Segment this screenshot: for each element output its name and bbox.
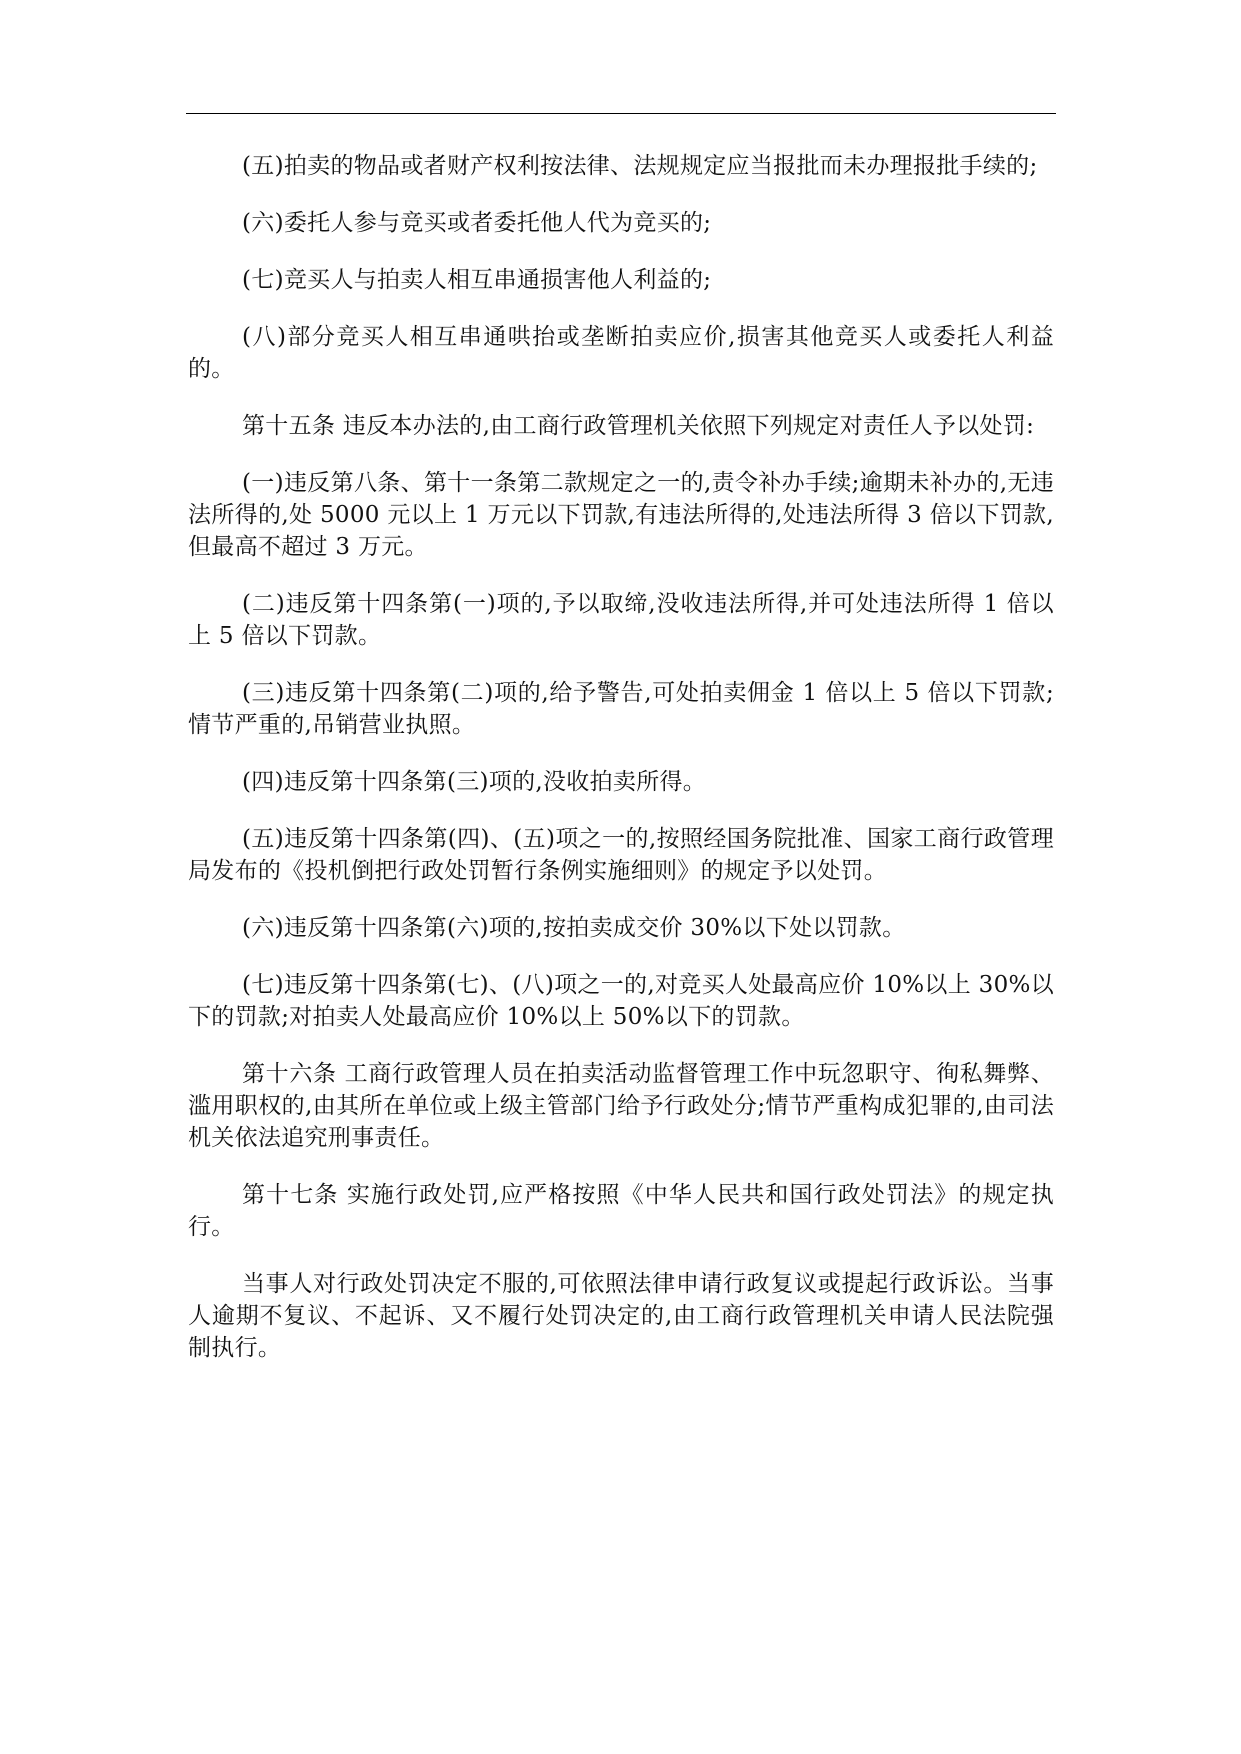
paragraph-item-5: (五)拍卖的物品或者财产权利按法律、法规规定应当报批而未办理报批手续的; bbox=[242, 153, 1038, 179]
article-16: 第十六条 工商行政管理人员在拍卖活动监督管理工作中玩忽职守、徇私舞弊、滥用职权的,由其所在单位或上级主管部门给予行政处分;情节严重构成犯罪的,由司法机关依法追究刑事责任。 bbox=[188, 1061, 1054, 1151]
penalty-item-1: (一)违反第八条、第十一条第二款规定之一的,责令补办手续;逾期未补办的,无违法所得的,处 5000 元以上 1 万元以下罚款,有违法所得的,处违法所得 3 倍以下罚款,但最高不超过 3 万元。 bbox=[188, 470, 1054, 560]
header-rule bbox=[186, 113, 1056, 114]
document-body bbox=[188, 150, 1054, 1389]
appeal-paragraph: 当事人对行政处罚决定不服的,可依照法律申请行政复议或提起行政诉讼。当事人逾期不复议、不起诉、又不履行处罚决定的,由工商行政管理机关申请人民法院强制执行。 bbox=[188, 1271, 1054, 1361]
penalty-item-7: (七)违反第十四条第(七)、(八)项之一的,对竞买人处最高应价 10%以上 30%以下的罚款;对拍卖人处最高应价 10%以上 50%以下的罚款。 bbox=[188, 972, 1054, 1030]
penalty-item-2: (二)违反第十四条第(一)项的,予以取缔,没收违法所得,并可处违法所得 1 倍以上 5 倍以下罚款。 bbox=[188, 591, 1054, 649]
penalty-item-4: (四)违反第十四条第(三)项的,没收拍卖所得。 bbox=[242, 769, 707, 795]
penalty-item-3: (三)违反第十四条第(二)项的,给予警告,可处拍卖佣金 1 倍以上 5 倍以下罚款;情节严重的,吊销营业执照。 bbox=[188, 680, 1054, 738]
penalty-item-5: (五)违反第十四条第(四)、(五)项之一的,按照经国务院批准、国家工商行政管理局发布的《投机倒把行政处罚暂行条例实施细则》的规定予以处罚。 bbox=[188, 826, 1054, 884]
article-17: 第十七条 实施行政处罚,应严格按照《中华人民共和国行政处罚法》的规定执行。 bbox=[188, 1182, 1054, 1240]
penalty-item-6: (六)违反第十四条第(六)项的,按拍卖成交价 30%以下处以罚款。 bbox=[242, 915, 906, 941]
paragraph-item-7: (七)竞买人与拍卖人相互串通损害他人利益的; bbox=[242, 267, 712, 293]
article-15: 第十五条 违反本办法的,由工商行政管理机关依照下列规定对责任人予以处罚: bbox=[242, 413, 1035, 439]
paragraph-item-6: (六)委托人参与竞买或者委托他人代为竞买的; bbox=[242, 210, 712, 236]
paragraph-item-8: (八)部分竞买人相互串通哄抬或垄断拍卖应价,损害其他竞买人或委托人利益的。 bbox=[188, 324, 1054, 382]
